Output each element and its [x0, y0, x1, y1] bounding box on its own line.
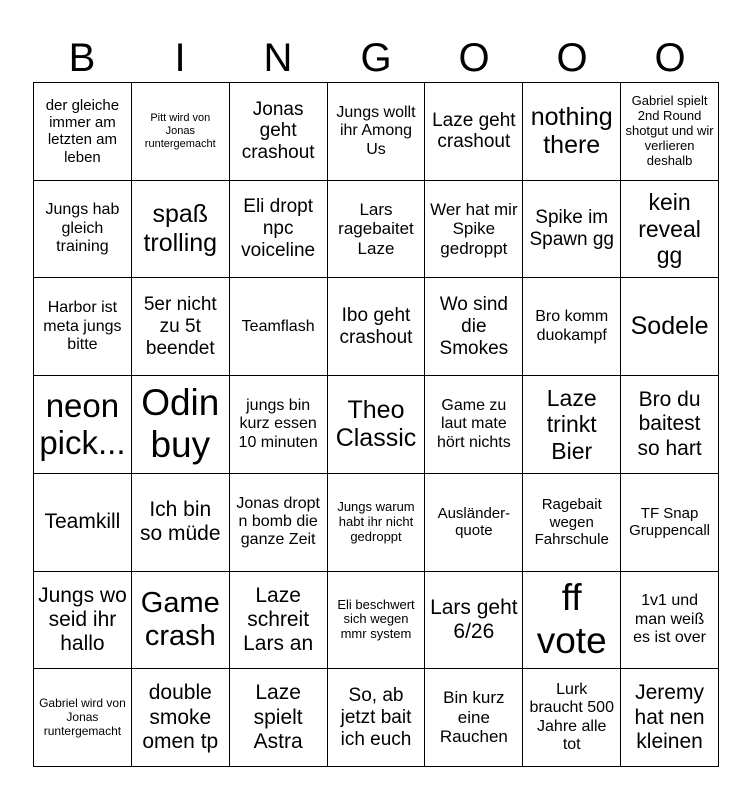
bingo-cell[interactable]: Teamflash [230, 278, 328, 376]
header-letter: B [68, 36, 96, 80]
bingo-cell[interactable]: Ibo geht crashout [328, 278, 426, 376]
header-letter: O [556, 36, 588, 80]
bingo-cell[interactable]: Spike im Spawn gg [523, 181, 621, 279]
header-letter: O [654, 36, 686, 80]
bingo-cell[interactable]: Jungs wo seid ihr hallo [34, 572, 132, 670]
bingo-cell[interactable]: der gleiche immer am letzten am leben [34, 83, 132, 181]
bingo-cell[interactable]: Bro du baitest so hart [621, 376, 719, 474]
bingo-cell[interactable]: TF Snap Gruppencall [621, 474, 719, 572]
bingo-cell[interactable]: Jonas dropt n bomb die ganze Zeit [230, 474, 328, 572]
bingo-cell[interactable]: Laze spielt Astra [230, 669, 328, 767]
bingo-cell[interactable]: Gabriel spielt 2nd Round shotgut und wir verlieren deshalb [621, 83, 719, 181]
bingo-cell[interactable]: Laze schreit Lars an [230, 572, 328, 670]
bingo-cell[interactable]: 5er nicht zu 5t beendet [132, 278, 230, 376]
header-letter: O [458, 36, 490, 80]
bingo-cell[interactable]: nothing there [523, 83, 621, 181]
bingo-cell[interactable]: Odin buy [132, 376, 230, 474]
bingo-cell[interactable]: Lurk braucht 500 Jahre alle tot [523, 669, 621, 767]
bingo-cell[interactable]: 1v1 und man weiß es ist over [621, 572, 719, 670]
bingo-cell[interactable]: Bro komm duokampf [523, 278, 621, 376]
bingo-cell[interactable]: Teamkill [34, 474, 132, 572]
bingo-cell[interactable]: Laze geht crashout [425, 83, 523, 181]
bingo-cell[interactable]: Pitt wird von Jonas runtergemacht [132, 83, 230, 181]
bingo-grid [33, 82, 719, 767]
bingo-cell[interactable]: Sodele [621, 278, 719, 376]
bingo-cell[interactable]: Ich bin so müde [132, 474, 230, 572]
bingo-cell[interactable]: ff vote [523, 572, 621, 670]
header-letter: N [263, 36, 293, 80]
bingo-cell[interactable]: neon pick... [34, 376, 132, 474]
bingo-cell[interactable]: So, ab jetzt bait ich euch [328, 669, 426, 767]
bingo-header [33, 34, 719, 82]
bingo-cell[interactable]: Ausländer-quote [425, 474, 523, 572]
header-letter: G [360, 36, 392, 80]
bingo-cell[interactable]: Gabriel wird von Jonas runtergemacht [34, 669, 132, 767]
header-letter: I [174, 36, 186, 80]
bingo-cell[interactable]: jungs bin kurz essen 10 minuten [230, 376, 328, 474]
bingo-cell[interactable]: Jungs warum habt ihr nicht gedroppt [328, 474, 426, 572]
bingo-cell[interactable]: Lars geht 6/26 [425, 572, 523, 670]
bingo-cell[interactable]: Jonas geht crashout [230, 83, 328, 181]
bingo-cell[interactable]: kein reveal gg [621, 181, 719, 279]
bingo-cell[interactable]: Bin kurz eine Rauchen [425, 669, 523, 767]
bingo-cell[interactable]: Wo sind die Smokes [425, 278, 523, 376]
bingo-cell[interactable]: Ragebait wegen Fahrschule [523, 474, 621, 572]
bingo-cell[interactable]: Jungs wollt ihr Among Us [328, 83, 426, 181]
bingo-cell[interactable]: Harbor ist meta jungs bitte [34, 278, 132, 376]
bingo-cell[interactable]: Game zu laut mate hört nichts [425, 376, 523, 474]
bingo-cell[interactable]: Game crash [132, 572, 230, 670]
bingo-cell[interactable]: Wer hat mir Spike gedroppt [425, 181, 523, 279]
bingo-cell[interactable]: Laze trinkt Bier [523, 376, 621, 474]
bingo-cell[interactable]: Lars ragebaitet Laze [328, 181, 426, 279]
bingo-cell[interactable]: double smoke omen tp [132, 669, 230, 767]
bingo-cell[interactable]: Theo Classic [328, 376, 426, 474]
bingo-cell[interactable]: spaß trolling [132, 181, 230, 279]
bingo-cell[interactable]: Eli dropt npc voiceline [230, 181, 328, 279]
bingo-cell[interactable]: Eli beschwert sich wegen mmr system [328, 572, 426, 670]
bingo-cell[interactable]: Jungs hab gleich training [34, 181, 132, 279]
bingo-cell[interactable]: Jeremy hat nen kleinen [621, 669, 719, 767]
